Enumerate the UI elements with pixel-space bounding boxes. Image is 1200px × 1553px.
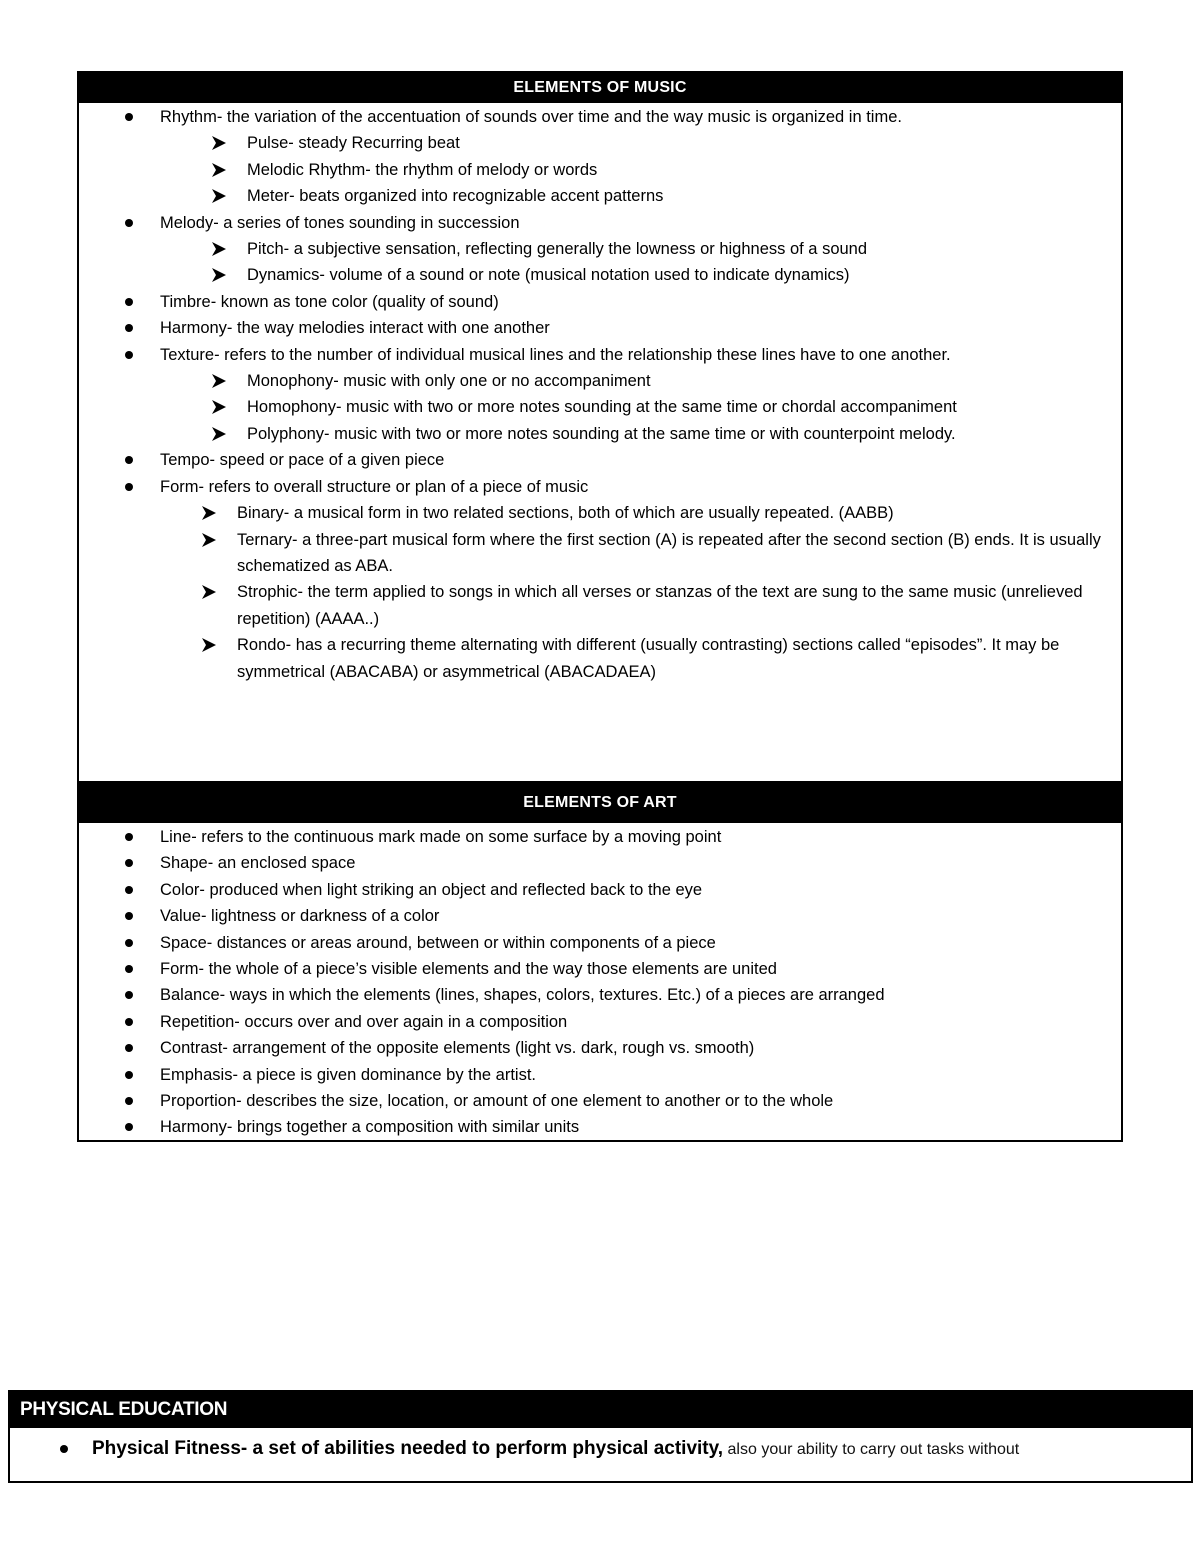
item-text: Form- the whole of a piece’s visible elements and the way those elements are united	[160, 960, 777, 979]
arrow-bullet-icon	[201, 532, 217, 548]
sub-list-item	[79, 500, 1121, 526]
arrow-bullet-icon	[211, 373, 227, 389]
arrow-bullet-icon	[211, 241, 227, 257]
item-text: Timbre- known as tone color (quality of sound)	[160, 292, 499, 311]
sub-item-text: Melodic Rhythm- the rhythm of melody or words	[247, 160, 598, 179]
bullet-icon	[125, 483, 133, 491]
sub-list-item	[79, 130, 1121, 156]
list-item	[79, 1114, 1121, 1140]
item-text: Space- distances or areas around, between or within components of a piece	[160, 933, 716, 952]
item-text: Tempo- speed or pace of a given piece	[160, 451, 445, 470]
list-item	[10, 1432, 1191, 1467]
item-text: Form- refers to overall structure or plan of a piece of music	[160, 477, 589, 496]
sub-list-item	[79, 421, 1121, 447]
bullet-icon	[125, 886, 133, 894]
list-item	[79, 877, 1121, 903]
item-text: Texture- refers to the number of individual musical lines and the relationship these lines have to one another.	[160, 345, 951, 364]
item-text: Color- produced when light striking an object and reflected back to the eye	[160, 880, 703, 899]
pe-section	[8, 1390, 1193, 1483]
list-item	[79, 930, 1121, 956]
sub-list-item	[79, 579, 1121, 632]
item-text: Proportion- describes the size, location, or amount of one element to another or to the whole	[160, 1092, 834, 1111]
bullet-icon	[125, 1071, 133, 1079]
list-item	[79, 210, 1121, 236]
bullet-icon	[125, 1097, 133, 1105]
arrow-bullet-icon	[211, 135, 227, 151]
sub-list-item	[79, 183, 1121, 209]
sub-item-text: Binary- a musical form in two related sections, both of which are usually repeated. (AABB)	[237, 504, 894, 523]
list-item	[79, 982, 1121, 1008]
music-list	[79, 103, 1121, 685]
list-item	[79, 289, 1121, 315]
bullet-icon	[125, 1123, 133, 1131]
item-text: Harmony- brings together a composition with similar units	[160, 1118, 580, 1137]
list-item	[79, 850, 1121, 876]
sub-list-item	[79, 157, 1121, 183]
item-text: Harmony- the way melodies interact with one another	[160, 319, 550, 338]
bullet-icon	[125, 912, 133, 920]
sub-list-item	[79, 394, 1121, 420]
bullet-icon	[125, 1018, 133, 1026]
arrow-bullet-icon	[201, 505, 217, 521]
sub-item-text: Dynamics- volume of a sound or note (musical notation used to indicate dynamics)	[247, 266, 850, 285]
list-item	[79, 1088, 1121, 1114]
list-item	[79, 342, 1121, 368]
sub-item-text: Monophony- music with only one or no accompaniment	[247, 372, 651, 391]
bullet-icon	[125, 456, 133, 464]
list-item	[79, 447, 1121, 473]
sub-item-text: Homophony- music with two or more notes sounding at the same time or chordal accompaniment	[247, 398, 957, 417]
list-item	[79, 474, 1121, 500]
item-text: Repetition- occurs over and over again in a composition	[160, 1012, 568, 1031]
bullet-icon	[125, 1044, 133, 1052]
arrow-bullet-icon	[211, 426, 227, 442]
list-item	[79, 1035, 1121, 1061]
bullet-icon	[60, 1445, 68, 1453]
bullet-icon	[125, 833, 133, 841]
arrow-bullet-icon	[201, 637, 217, 653]
sub-list-item	[79, 262, 1121, 288]
item-text: Contrast- arrangement of the opposite elements (light vs. dark, rough vs. smooth)	[160, 1039, 755, 1058]
sub-item-text: Pitch- a subjective sensation, reflecting generally the lowness or highness of a sound	[247, 240, 868, 259]
art-section	[77, 783, 1123, 1142]
sub-list-item	[79, 632, 1121, 685]
sub-item-text: Polyphony- music with two or more notes sounding at the same time or with counterpoint melody.	[247, 424, 956, 443]
bullet-icon	[125, 324, 133, 332]
music-header: ELEMENTS OF MUSIC	[79, 73, 1121, 103]
sub-list-item	[79, 236, 1121, 262]
sub-item-text: Rondo- has a recurring theme alternating with different (usually contrasting) sections called “episodes”. It may be symmetrical (ABACABA) or asymmetrical (ABACADAEA)	[237, 636, 1060, 681]
list-item	[79, 1009, 1121, 1035]
arrow-bullet-icon	[201, 584, 217, 600]
sub-list-item	[79, 368, 1121, 394]
arrow-bullet-icon	[211, 188, 227, 204]
music-section	[77, 71, 1123, 783]
sub-item-text: Strophic- the term applied to songs in which all verses or stanzas of the text are sung to the same music (unrelieved repetition) (AAAA..)	[237, 583, 1083, 628]
item-text: Melody- a series of tones sounding in succession	[160, 213, 520, 232]
item-text: Emphasis- a piece is given dominance by the artist.	[160, 1065, 537, 1084]
list-item	[79, 315, 1121, 341]
pe-item-bold-text: Physical Fitness- a set of abilities needed to perform physical activity,	[92, 1438, 724, 1459]
list-item	[79, 104, 1121, 130]
item-text: Shape- an enclosed space	[160, 854, 356, 873]
bullet-icon	[125, 939, 133, 947]
list-item	[79, 1062, 1121, 1088]
art-list	[79, 823, 1121, 1141]
sub-item-text: Ternary- a three-part musical form where the first section (A) is repeated after the second section (B) ends. It is usually schematized as ABA.	[237, 530, 1101, 575]
list-item	[79, 824, 1121, 850]
bullet-icon	[125, 351, 133, 359]
item-text: Value- lightness or darkness of a color	[160, 907, 440, 926]
pe-item-text: also your ability to carry out tasks without	[723, 1441, 1020, 1458]
item-text: Balance- ways in which the elements (lines, shapes, colors, textures. Etc.) of a pieces are arranged	[160, 986, 885, 1005]
pe-header: PHYSICAL EDUCATION	[10, 1392, 1191, 1428]
bullet-icon	[125, 965, 133, 973]
art-header: ELEMENTS OF ART	[79, 785, 1121, 823]
arrow-bullet-icon	[211, 399, 227, 415]
sub-item-text: Meter- beats organized into recognizable accent patterns	[247, 187, 664, 206]
bullet-icon	[125, 113, 133, 121]
list-item	[79, 956, 1121, 982]
arrow-bullet-icon	[211, 162, 227, 178]
item-text: Rhythm- the variation of the accentuation of sounds over time and the way music is organized in time.	[160, 108, 902, 126]
sub-item-text: Pulse- steady Recurring beat	[247, 134, 460, 153]
bullet-icon	[125, 859, 133, 867]
item-text: Line- refers to the continuous mark made on some surface by a moving point	[160, 828, 722, 846]
bullet-icon	[125, 991, 133, 999]
list-item	[79, 903, 1121, 929]
bullet-icon	[125, 298, 133, 306]
sub-list-item	[79, 527, 1121, 580]
arrow-bullet-icon	[211, 267, 227, 283]
bullet-icon	[125, 219, 133, 227]
